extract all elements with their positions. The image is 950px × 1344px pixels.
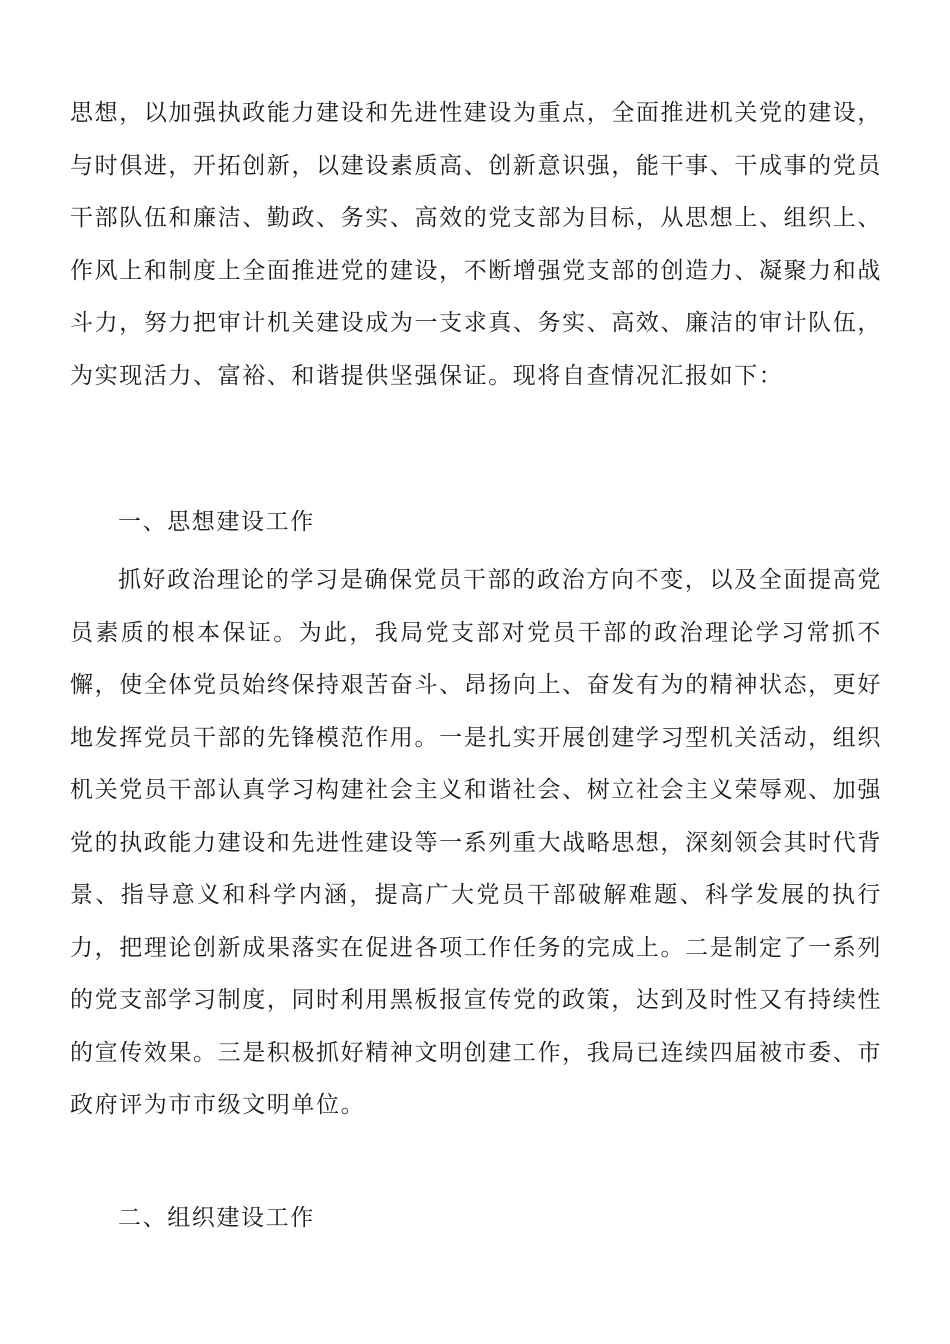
section-heading-ideology: 一、思想建设工作 <box>118 509 315 535</box>
ideology-paragraph: 抓好政治理论的学习是确保党员干部的政治方向不变，以及全面提高党员素质的根本保证。为此，我局党支部对党员干部的政治理论学习常抓不懈，使全体党员始终保持艰苦奋斗、昂扬向上、奋发有为的精神状态，更好地发挥党员干部的先锋模范作用。一是扎实开展创建学习型机关活动，组织机关党员干部认真学习构建社会主义和谐社会、树立社会主义荣辱观、加强党的执政能力建设和先进性建设等一系列重大战略思想，深刻领会其时代背景、指导意义和科学内涵，提高广大党员干部破解难题、科学发展的执行力，把理论创新成果落实在促进各项工作任务的完成上。二是制定了一系列的党支部学习制度，同时利用黑板报宣传党的政策，达到及时性又有持续性的宣传效果。三是积极抓好精神文明创建工作，我局已连续四届被市委、市政府评为市市级文明单位。 <box>70 567 882 1118</box>
section-heading-organization: 二、组织建设工作 <box>118 1205 315 1231</box>
intro-paragraph: 思想，以加强执政能力建设和先进性建设为重点，全面推进机关党的建设，与时俱进，开拓创新，以建设素质高、创新意识强，能干事、干成事的党员干部队伍和廉洁、勤政、务实、高效的党支部为目标，从思想上、组织上、作风上和制度上全面推进党的建设，不断增强党支部的创造力、凝聚力和战斗力，努力把审计机关建设成为一支求真、务实、高效、廉洁的审计队伍，为实现活力、富裕、和谐提供坚强保证。现将自查情况汇报如下： <box>70 100 882 389</box>
